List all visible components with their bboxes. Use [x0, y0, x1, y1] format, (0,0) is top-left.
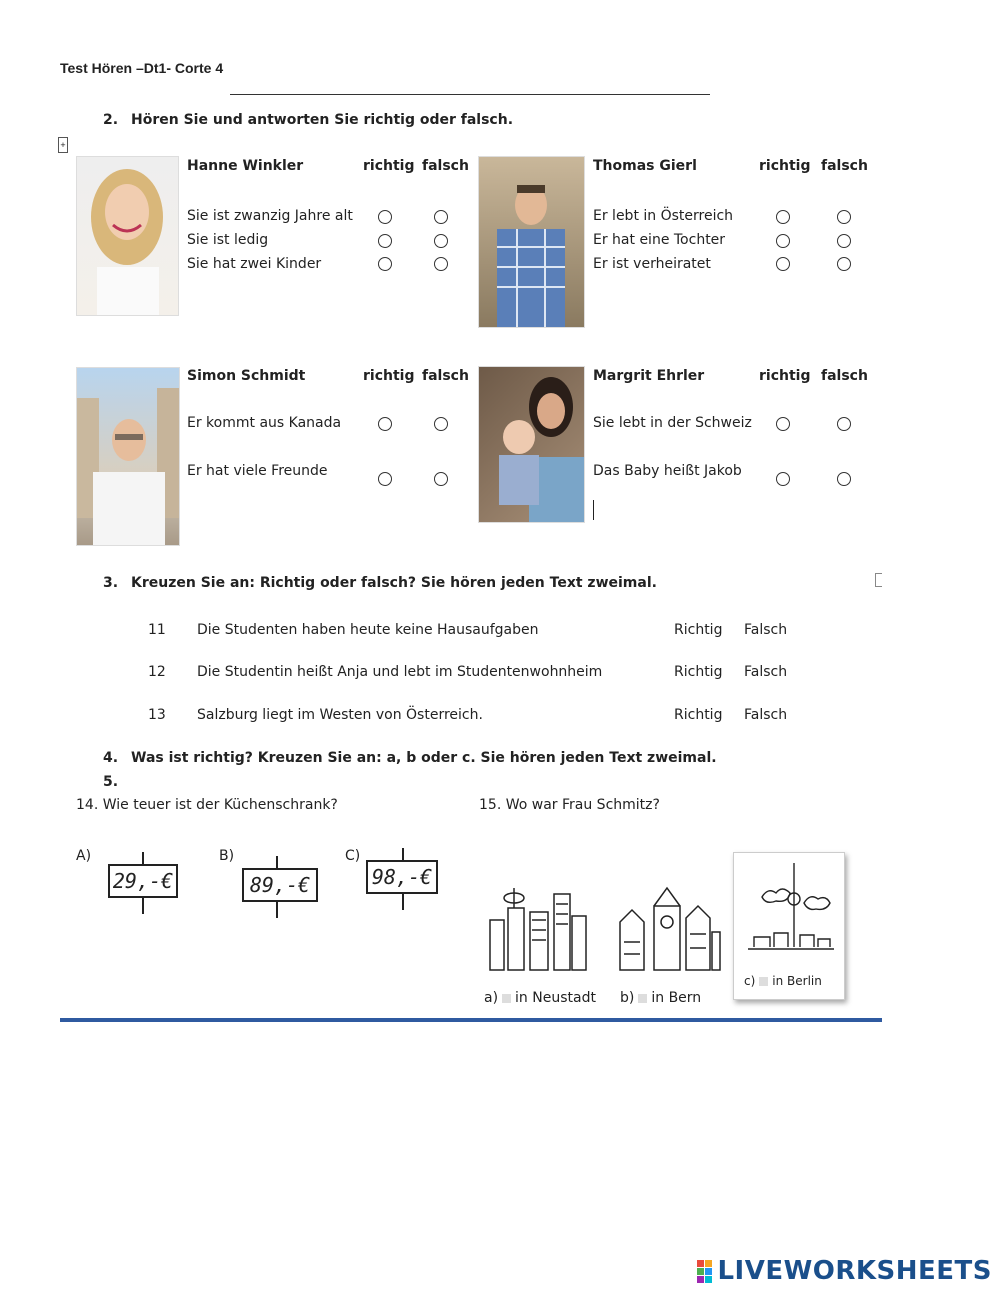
option-falsch[interactable]: Falsch	[744, 664, 788, 680]
caption-a[interactable]	[484, 990, 596, 1006]
city-sketch-neustadt	[484, 880, 590, 972]
photo-simon-schmidt	[76, 367, 180, 546]
logo-text: LIVEWORKSHEETS	[717, 1256, 992, 1286]
caption-b[interactable]	[620, 990, 701, 1006]
col-falsch: falsch	[821, 368, 868, 384]
radio-richtig[interactable]	[378, 210, 392, 224]
statement: Er hat viele Freunde	[187, 463, 328, 479]
option-falsch[interactable]: Falsch	[744, 622, 788, 638]
header-divider	[230, 94, 710, 95]
option-a-label[interactable]: A)	[76, 848, 92, 864]
tag-leg	[402, 894, 404, 910]
item-text: Salzburg liegt im Westen von Österreich.	[197, 707, 483, 723]
bottom-rule	[60, 1018, 882, 1022]
task3-number: 3.	[103, 575, 119, 591]
col-falsch: falsch	[422, 158, 469, 174]
photo-hanne-winkler	[76, 156, 179, 316]
statement: Er ist verheiratet	[593, 256, 711, 272]
item-number: 12	[148, 664, 166, 680]
task4-number: 4.	[103, 750, 119, 766]
checkbox[interactable]	[759, 977, 768, 986]
tag-leg	[142, 898, 144, 914]
person-name: Hanne Winkler	[187, 158, 304, 174]
radio-richtig[interactable]	[776, 210, 790, 224]
move-handle-icon[interactable]: +	[58, 137, 68, 153]
col-richtig: richtig	[759, 158, 811, 174]
option-label: c)	[744, 974, 756, 988]
question-14: 14. Wie teuer ist der Küchenschrank?	[76, 797, 338, 813]
task5-number: 5.	[103, 774, 119, 790]
radio-falsch[interactable]	[837, 417, 851, 431]
skyline-bern-icon	[614, 882, 722, 972]
radio-richtig[interactable]	[776, 234, 790, 248]
task3-instruction: Kreuzen Sie an: Richtig oder falsch? Sie hören jeden Text zweimal.	[131, 575, 657, 591]
option-text: in Bern	[651, 990, 702, 1006]
item-text: Die Studentin heißt Anja und lebt im Studentenwohnheim	[197, 664, 603, 680]
col-falsch: falsch	[422, 368, 469, 384]
task4-heading	[103, 750, 717, 766]
task2-number: 2.	[103, 112, 119, 128]
statement: Sie hat zwei Kinder	[187, 256, 322, 272]
statement: Sie ist ledig	[187, 232, 269, 248]
task2-heading	[103, 112, 513, 128]
liveworksheets-logo	[697, 1256, 992, 1286]
radio-falsch[interactable]	[837, 257, 851, 271]
option-b-label[interactable]: B)	[219, 848, 235, 864]
statement: Sie ist zwanzig Jahre alt	[187, 208, 353, 224]
item-number: 13	[148, 707, 166, 723]
radio-richtig[interactable]	[776, 257, 790, 271]
radio-richtig[interactable]	[776, 417, 790, 431]
price-tag-c[interactable]: 98,-€	[366, 860, 438, 894]
radio-falsch[interactable]	[837, 210, 851, 224]
skyline-berlin-icon	[734, 853, 844, 963]
person-name: Margrit Ehrler	[593, 368, 705, 384]
price-tag-b[interactable]: 89,-€	[242, 868, 318, 902]
radio-richtig[interactable]	[378, 417, 392, 431]
task3-heading	[103, 575, 657, 591]
option-richtig[interactable]: Richtig	[674, 707, 723, 723]
bracket-icon	[875, 573, 882, 587]
radio-falsch[interactable]	[434, 234, 448, 248]
statement: Er hat eine Tochter	[593, 232, 726, 248]
text-cursor	[593, 500, 594, 520]
photo-thomas-gierl	[478, 156, 585, 328]
man-portrait-icon	[479, 157, 584, 327]
radio-falsch[interactable]	[434, 417, 448, 431]
question-15: 15. Wo war Frau Schmitz?	[479, 797, 660, 813]
person-name: Thomas Gierl	[593, 158, 697, 174]
caption-c[interactable]	[744, 974, 822, 988]
option-label: a)	[484, 990, 499, 1006]
option-richtig[interactable]: Richtig	[674, 664, 723, 680]
skyline-neustadt-icon	[484, 880, 590, 972]
option-text: in Berlin	[772, 974, 822, 988]
radio-richtig[interactable]	[776, 472, 790, 486]
woman-portrait-icon	[77, 157, 178, 315]
radio-falsch[interactable]	[434, 472, 448, 486]
option-label: b)	[620, 990, 635, 1006]
price-tag-a[interactable]: 29,-€	[108, 864, 178, 898]
radio-falsch[interactable]	[434, 257, 448, 271]
radio-falsch[interactable]	[434, 210, 448, 224]
col-falsch: falsch	[821, 158, 868, 174]
checkbox[interactable]	[502, 994, 511, 1003]
col-richtig: richtig	[759, 368, 811, 384]
radio-richtig[interactable]	[378, 257, 392, 271]
person-name: Simon Schmidt	[187, 368, 306, 384]
option-falsch[interactable]: Falsch	[744, 707, 788, 723]
mother-baby-portrait-icon	[479, 367, 584, 522]
option-c-label[interactable]: C)	[345, 848, 361, 864]
radio-richtig[interactable]	[378, 234, 392, 248]
item-text: Die Studenten haben heute keine Hausaufgaben	[197, 622, 539, 638]
photo-margrit-ehrler	[478, 366, 585, 523]
checkbox[interactable]	[638, 994, 647, 1003]
task4-instruction: Was ist richtig? Kreuzen Sie an: a, b oder c. Sie hören jeden Text zweimal.	[131, 750, 717, 766]
worksheet-title: Test Hören –Dt1- Corte 4	[60, 60, 224, 76]
radio-falsch[interactable]	[837, 472, 851, 486]
col-richtig: richtig	[363, 158, 415, 174]
man-portrait-icon	[77, 368, 179, 545]
radio-falsch[interactable]	[837, 234, 851, 248]
statement: Sie lebt in der Schweiz	[593, 415, 752, 431]
item-number: 11	[148, 622, 166, 638]
option-text: in Neustadt	[515, 990, 596, 1006]
radio-richtig[interactable]	[378, 472, 392, 486]
statement: Er kommt aus Kanada	[187, 415, 342, 431]
option-richtig[interactable]: Richtig	[674, 622, 723, 638]
logo-cubes-icon	[697, 1260, 713, 1284]
city-sketch-bern	[614, 882, 722, 972]
tag-leg	[276, 902, 278, 918]
statement: Er lebt in Österreich	[593, 208, 734, 224]
statement: Das Baby heißt Jakob	[593, 463, 742, 479]
col-richtig: richtig	[363, 368, 415, 384]
task2-instruction: Hören Sie und antworten Sie richtig oder falsch.	[131, 112, 514, 128]
